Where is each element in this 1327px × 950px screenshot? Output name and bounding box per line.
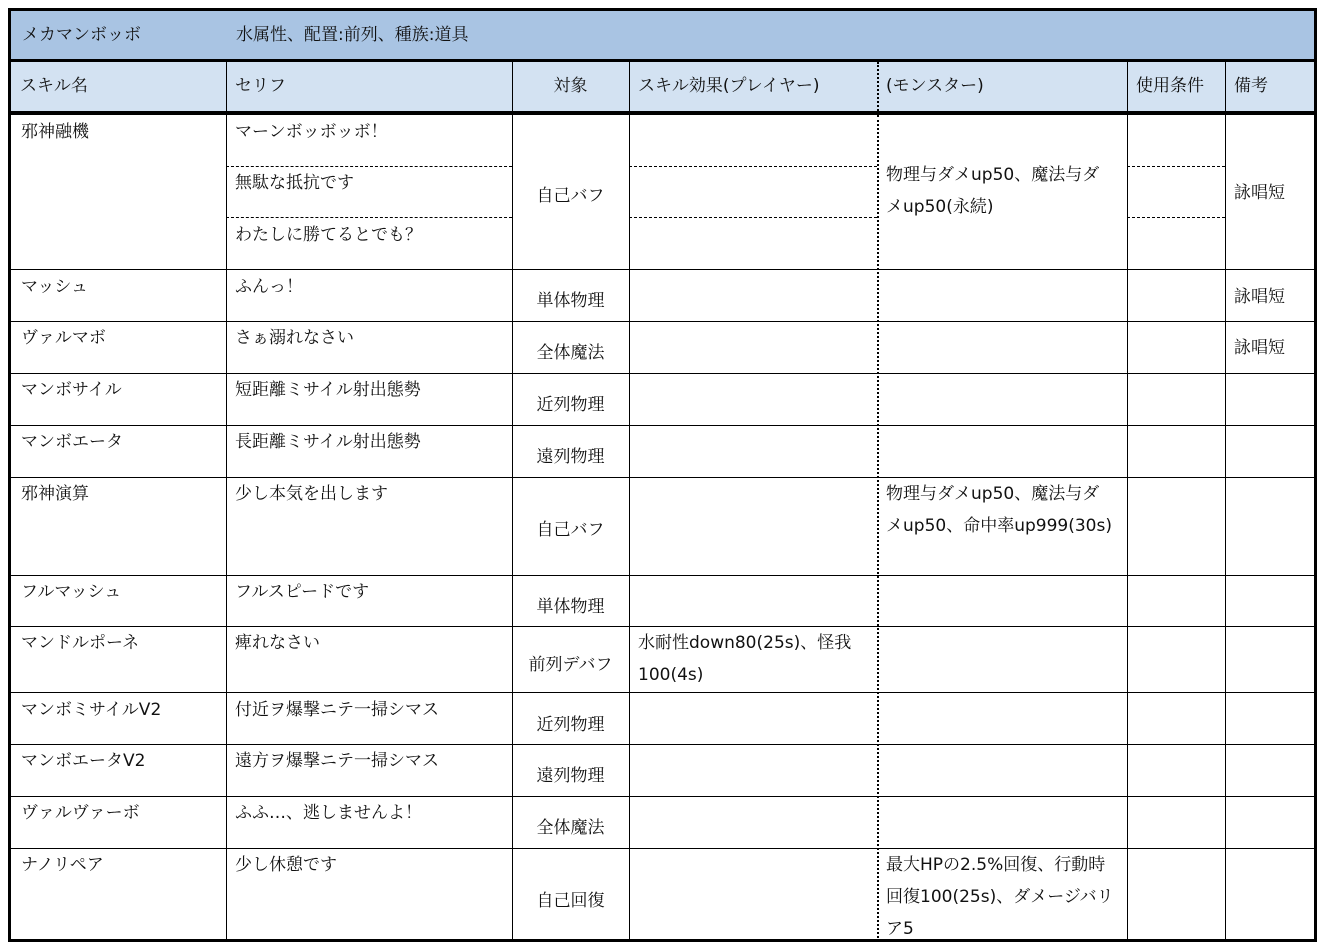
skill-line: ふんっ！ <box>235 277 303 297</box>
skill-target: 自己バフ <box>536 186 605 206</box>
skill-line: 少し本気を出します <box>235 484 388 504</box>
skill-line: マーンボッボッボ！ <box>235 122 388 142</box>
skill-target: 近列物理 <box>536 395 605 415</box>
header-condition: 使用条件 <box>1136 76 1204 96</box>
skill-name: マンボエータ <box>21 432 123 452</box>
header-target: 対象 <box>553 76 588 96</box>
header-effect-player: スキル効果(プレイヤー) <box>638 76 820 96</box>
skill-target: 遠列物理 <box>536 766 605 786</box>
skill-target: 全体魔法 <box>536 818 605 838</box>
skill-name: マンドルポーネ <box>21 633 140 653</box>
skill-line: さぁ溺れなさい <box>235 328 354 348</box>
skill-line: 付近ヲ爆撃ニテ一掃シマス <box>235 700 439 720</box>
skill-target: 単体物理 <box>536 291 605 311</box>
skill-line: 無駄な抵抗です <box>235 173 354 193</box>
skill-effect-monster: 最大HPの2.5%回復、行動時回復100(25s)、ダメージバリア5 <box>886 855 1114 939</box>
skill-effect-monster: 物理与ダメup50、魔法与ダメup50、命中率up999(30s) <box>886 484 1112 536</box>
skill-target: 全体魔法 <box>536 343 605 363</box>
skill-name: 邪神融機 <box>21 122 89 142</box>
skill-name: フルマッシュ <box>21 582 122 602</box>
skill-line: 遠方ヲ爆撃ニテ一掃シマス <box>235 751 439 771</box>
header-skill-name: スキル名 <box>20 76 88 96</box>
skill-target: 前列デバフ <box>528 655 613 675</box>
skill-notes: 詠唱短 <box>1234 183 1285 203</box>
skill-target: 近列物理 <box>536 715 605 735</box>
skill-name: ヴァルヴァーボ <box>21 803 140 823</box>
skill-name: マンボエータV2 <box>21 751 146 771</box>
skill-name: ヴァルマボ <box>21 328 106 348</box>
header-notes: 備考 <box>1234 76 1268 96</box>
skill-target: 単体物理 <box>536 597 605 617</box>
skill-line: わたしに勝てるとでも？ <box>235 225 422 245</box>
skill-name: マッシュ <box>21 277 88 297</box>
skill-line: ふふ…、逃しませんよ！ <box>235 803 422 823</box>
skill-name: 邪神演算 <box>21 484 89 504</box>
table-frame <box>8 8 1317 942</box>
skill-notes: 詠唱短 <box>1234 287 1285 307</box>
skill-target: 遠列物理 <box>536 447 605 467</box>
skill-name: マンボサイル <box>21 380 122 400</box>
header-line: セリフ <box>235 76 286 96</box>
skill-effect-monster: 物理与ダメup50、魔法与ダメup50(永続) <box>886 165 1100 217</box>
skill-line: 少し休憩です <box>235 855 337 875</box>
monster-attributes: 水属性、配置:前列、種族:道具 <box>236 25 469 45</box>
monster-name: メカマンボッボ <box>22 25 141 45</box>
skill-effect-player: 水耐性down80(25s)、怪我100(4s) <box>638 633 852 685</box>
skill-name: マンボミサイルV2 <box>21 700 162 720</box>
skill-line: 長距離ミサイル射出態勢 <box>235 432 421 452</box>
skill-line: フルスピードです <box>235 582 370 602</box>
skill-name: ナノリペア <box>21 855 104 875</box>
skill-notes: 詠唱短 <box>1234 338 1285 358</box>
skill-target: 自己回復 <box>536 891 605 911</box>
header-effect-monster: (モンスター) <box>886 76 984 96</box>
skill-target: 自己バフ <box>536 520 605 540</box>
skill-line: 痺れなさい <box>235 633 320 653</box>
skill-line: 短距離ミサイル射出態勢 <box>235 380 421 400</box>
